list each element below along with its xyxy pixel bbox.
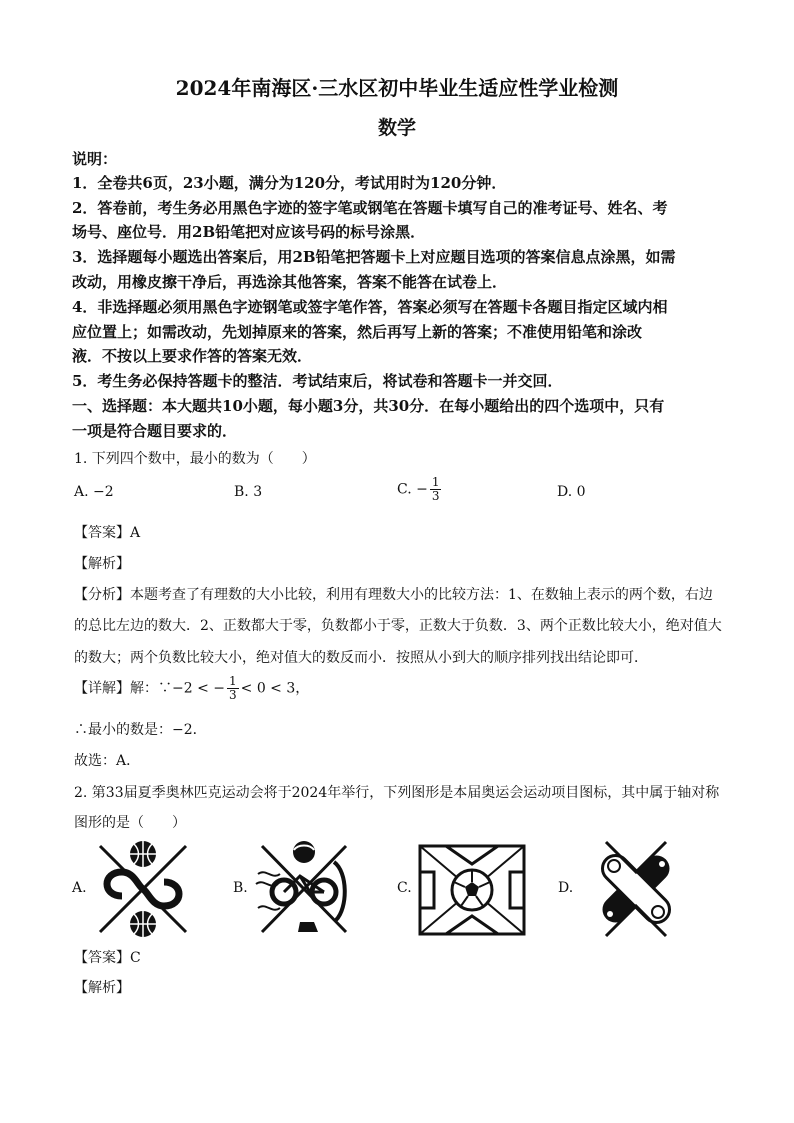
section-heading: 一、选择题：本大题共10小题，每小题3分，共30分．在每小题给出的四个选项中，只有: [72, 397, 665, 415]
q1-detail-suffix: < 0 < 3，: [240, 680, 310, 697]
q2-label-a: A.: [72, 880, 87, 896]
instruction-line: 5．考生务必保持答题卡的整洁．考试结束后，将试卷和答题卡一并交回．: [72, 372, 563, 390]
subject-title: 数学: [377, 117, 416, 139]
instruction-line: 改动，用橡皮擦干净后，再选涂其他答案，答案不能答在试卷上．: [72, 273, 508, 291]
fraction: [227, 675, 239, 702]
q1-analysis-line: 【分析】本题考查了有理数的大小比较，利用有理数大小的比较方法：1、在数轴上表示的两个数，右边: [74, 587, 713, 603]
basketball-pictogram-icon: [92, 838, 194, 940]
q1-option-c: [397, 476, 443, 503]
fraction: [430, 476, 442, 503]
question-2-stem: 图形的是（ ）: [74, 815, 186, 831]
fraction-numerator: 1: [229, 674, 237, 688]
q2-label-b: B.: [233, 880, 248, 896]
fraction-numerator: 1: [431, 475, 440, 489]
q1-analysis-label: 【解析】: [74, 556, 130, 572]
question-2-stem: 2. 第33届夏季奥林匹克运动会将于2024年举行，下列图形是本届奥运会运动项目图标，其中属于轴对称: [74, 785, 720, 801]
skateboarding-pictogram-icon: [584, 838, 688, 940]
fraction-denominator: 3: [431, 489, 440, 503]
q1-choose: 故选：A．: [74, 753, 141, 769]
instruction-line: 4．非选择题必须用黑色字迹钢笔或签字笔作答，答案必须写在答题卡各题目指定区域内相: [72, 298, 668, 316]
section-heading: 一项是符合题目要求的．: [72, 422, 238, 440]
fraction-denominator: 3: [229, 688, 237, 702]
q1-detail-prefix: 【详解】解：∵−2 < −: [74, 680, 225, 697]
q1-answer: 【答案】A: [74, 525, 141, 541]
instruction-line: 场号、座位号．用2B铅笔把对应该号码的标号涂黑．: [72, 223, 426, 241]
q1-detail: [74, 675, 309, 702]
q2-answer: 【答案】C: [74, 950, 141, 966]
instruction-line: 3．选择题每小题选出答案后，用2B铅笔把答题卡上对应题目选项的答案信息点涂黑，如需: [72, 248, 676, 266]
q1-option-b: B. 3: [234, 484, 263, 500]
instruction-line: 液．不按以上要求作答的答案无效．: [72, 347, 313, 365]
q1-option-c-prefix: C. −: [397, 481, 428, 498]
q1-conclusion: ∴最小的数是：−2．: [74, 722, 207, 738]
q1-analysis-line: 的总比左边的数大．2、正数都大于零，负数都小于零，正数大于负数．3、两个正数比较大小，绝对值大: [74, 618, 722, 634]
q2-label-d: D.: [558, 880, 574, 896]
q1-analysis-line: 的数大；两个负数比较大小，绝对值大的数反而小．按照从小到大的顺序排列找出结论即可．: [74, 650, 648, 666]
question-1-stem: 1. 下列四个数中，最小的数为（ ）: [74, 451, 316, 467]
q1-option-a: A. −2: [74, 484, 114, 500]
football-pictogram-icon: [416, 842, 528, 938]
q2-analysis-label: 【解析】: [74, 980, 130, 996]
page-title: 2024年南海区·三水区初中毕业生适应性学业检测: [175, 76, 619, 100]
instruction-line: 应位置上；如需改动，先划掉原来的答案，然后再写上新的答案；不准使用铅笔和涂改: [72, 323, 643, 341]
instructions-heading: 说明：: [72, 150, 118, 168]
cycling-pictogram-icon: [252, 838, 356, 940]
instruction-line: 1．全卷共6页，23小题，满分为120分，考试用时为120分钟．: [72, 174, 507, 192]
q2-label-c: C.: [397, 880, 412, 896]
instruction-line: 2．答卷前，考生务必用黑色字迹的签字笔或钢笔在答题卡填写自己的准考证号、姓名、考: [72, 199, 668, 217]
q1-option-d: D. 0: [557, 484, 586, 500]
